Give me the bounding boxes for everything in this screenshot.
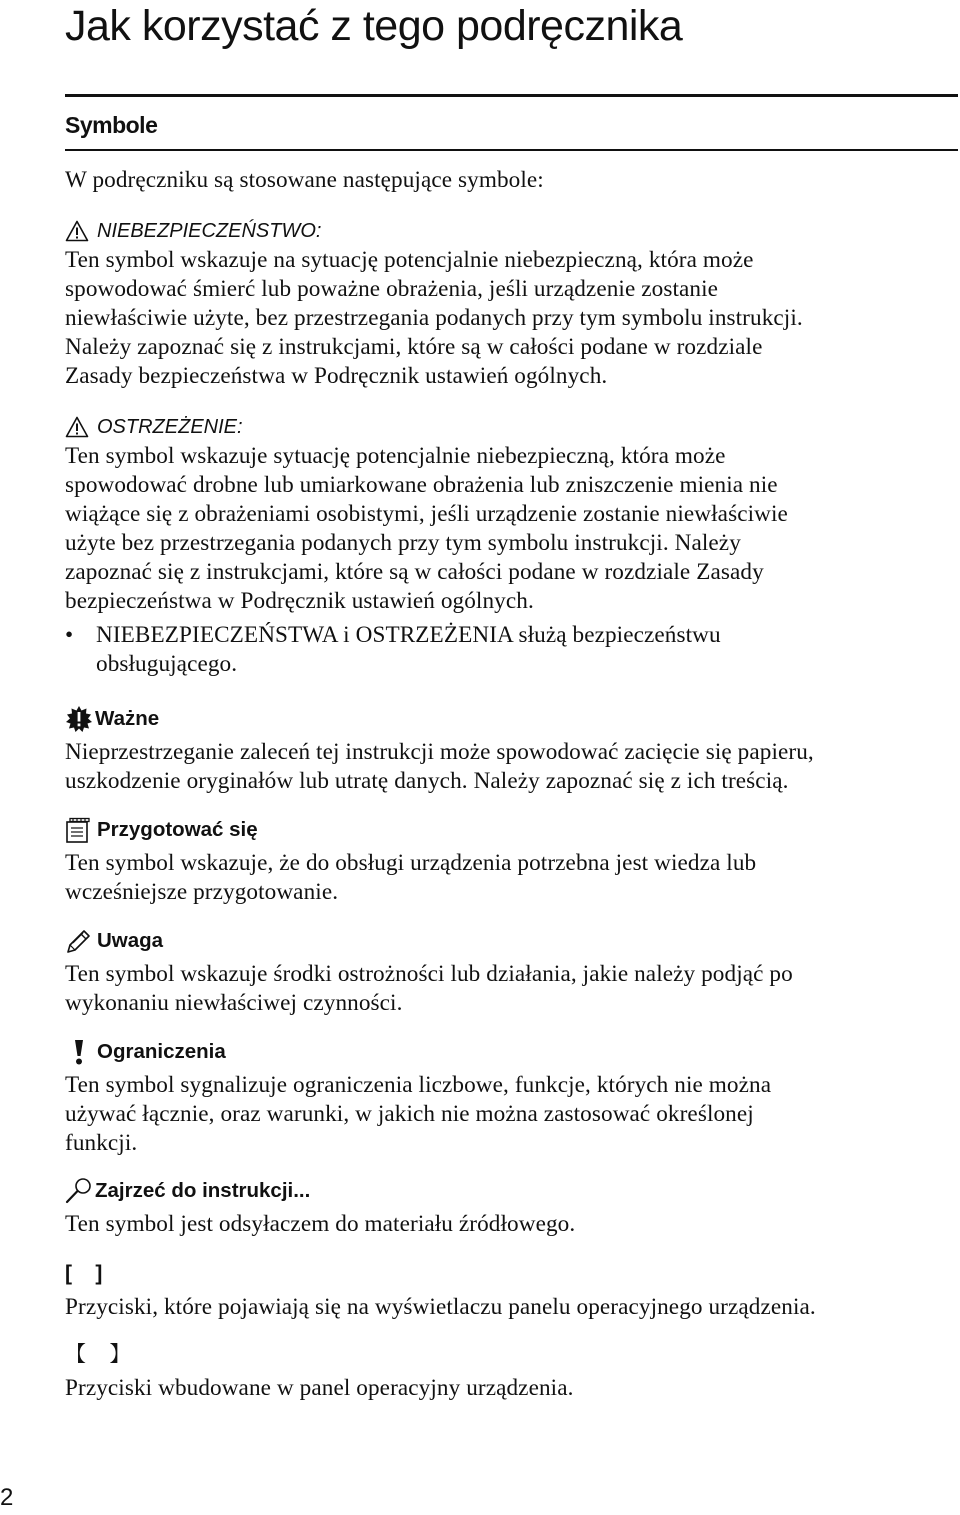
important-line: uszkodzenie oryginałów lub utratę danych. Należy zapoznać się z ich treścią. xyxy=(65,768,789,794)
danger-line: spowodować śmierć lub poważne obrażenia, jeśli urządzenie zostanie xyxy=(65,276,719,302)
note-text xyxy=(65,960,958,1018)
limitation-heading: Ograniczenia xyxy=(97,1040,226,1063)
danger-line: niewłaściwie użyte, bez przestrzegania podanych przy tym symbolu instrukcji. xyxy=(65,305,803,331)
prepare-block xyxy=(65,815,958,907)
important-heading-row xyxy=(65,704,958,734)
caution-block xyxy=(65,412,958,679)
important-line: Nieprzestrzeganie zaleceń tej instrukcji może spowodować zacięcie się papieru, xyxy=(65,739,814,765)
display-keys-block xyxy=(65,1259,958,1322)
section-title: Symbole xyxy=(65,112,158,138)
note-block xyxy=(65,926,958,1018)
reference-text xyxy=(65,1210,958,1239)
section-rule xyxy=(65,149,958,151)
caution-bullet-line: NIEBEZPIECZEŃSTWA i OSTRZEŻENIA służą bezpieczeństwu xyxy=(96,622,721,648)
panel-keys-brackets: 【 】 xyxy=(65,1343,131,1366)
prepare-text xyxy=(65,849,958,907)
caution-line: zapoznać się z instrukcjami, które są w całości podane w rozdziale Zasady xyxy=(65,559,764,585)
important-exclamation-icon xyxy=(65,705,93,733)
note-line: wykonaniu niewłaściwej czynności. xyxy=(65,990,403,1016)
magnifier-icon xyxy=(65,1177,93,1205)
intro-paragraph xyxy=(65,166,958,195)
caution-heading: OSTRZEŻENIE: xyxy=(97,416,243,438)
caution-line: bezpieczeństwa w Podręcznik ustawień ogólnych. xyxy=(65,588,534,614)
note-heading: Uwaga xyxy=(97,929,164,952)
important-block xyxy=(65,704,958,796)
display-keys-line: Przyciski, które pojawiają się na wyświetlaczu panelu operacyjnego urządzenia. xyxy=(65,1294,816,1320)
important-text xyxy=(65,738,958,796)
note-line: Ten symbol wskazuje środki ostrożności lub działania, jakie należy podjąć po xyxy=(65,961,793,987)
danger-line: Należy zapoznać się z instrukcjami, które są w całości podane w rozdziale xyxy=(65,334,763,360)
exclamation-icon xyxy=(65,1038,93,1066)
caution-line: wiążące się z obrażeniami osobistymi, jeśli urządzenie zostanie niewłaściwie xyxy=(65,501,788,527)
panel-keys-text xyxy=(65,1374,958,1403)
important-heading: Ważne xyxy=(95,707,160,730)
panel-keys-block xyxy=(65,1340,958,1403)
prepare-heading: Przygotować się xyxy=(97,818,258,841)
warning-triangle-icon xyxy=(65,416,89,438)
caution-line: spowodować drobne lub umiarkowane obrażenia lub zniszczenie mienia nie xyxy=(65,472,778,498)
limitation-line: Ten symbol sygnalizuje ograniczenia liczbowe, funkcje, których nie można xyxy=(65,1072,772,1098)
page-title: Jak korzystać z tego podręcznika xyxy=(65,2,683,50)
caution-bullet xyxy=(65,621,958,679)
danger-line: Ten symbol wskazuje na sytuację potencjalnie niebezpieczną, która może xyxy=(65,247,754,273)
reference-block xyxy=(65,1176,958,1239)
notepad-icon xyxy=(65,816,93,844)
limitation-line: używać łącznie, oraz warunki, w jakich nie można zastosować określonej xyxy=(65,1101,754,1127)
danger-line: Zasady bezpieczeństwa w Podręcznik ustawień ogólnych. xyxy=(65,363,608,389)
prepare-heading-row xyxy=(65,815,958,845)
caution-line: Ten symbol wskazuje sytuację potencjalnie niebezpieczną, która może xyxy=(65,443,726,469)
prepare-line: wcześniejsze przygotowanie. xyxy=(65,879,339,905)
intro-text: W podręczniku są stosowane następujące symbole: xyxy=(65,167,544,193)
caution-line: użyte bez przestrzegania podanych przy tym symbolu instrukcji. Należy xyxy=(65,530,741,556)
danger-heading-row xyxy=(65,216,958,246)
prepare-line: Ten symbol wskazuje, że do obsługi urządzenia potrzebna jest wiedza lub xyxy=(65,850,757,876)
limitation-block xyxy=(65,1037,958,1158)
panel-keys-heading xyxy=(65,1340,958,1370)
caution-bullet-line: obsługującego. xyxy=(96,651,238,677)
limitation-heading-row xyxy=(65,1037,958,1067)
reference-heading-row xyxy=(65,1176,958,1206)
pencil-icon xyxy=(65,927,93,955)
danger-text xyxy=(65,246,958,391)
note-heading-row xyxy=(65,926,958,956)
panel-keys-line: Przyciski wbudowane w panel operacyjny urządzenia. xyxy=(65,1375,574,1401)
limitation-line: funkcji. xyxy=(65,1130,138,1156)
caution-heading-row xyxy=(65,412,958,442)
warning-triangle-icon xyxy=(65,220,89,242)
danger-heading: NIEBEZPIECZEŃSTWO: xyxy=(97,220,322,242)
reference-heading: Zajrzeć do instrukcji... xyxy=(95,1179,311,1202)
reference-line: Ten symbol jest odsyłaczem do materiału źródłowego. xyxy=(65,1211,576,1237)
caution-text xyxy=(65,442,958,616)
title-rule xyxy=(65,94,958,97)
display-keys-brackets: [ ] xyxy=(65,1262,103,1285)
danger-block xyxy=(65,216,958,391)
display-keys-text xyxy=(65,1293,958,1322)
display-keys-heading xyxy=(65,1259,958,1289)
bullet-dot: • xyxy=(65,622,74,648)
page-number: 2 xyxy=(0,1484,14,1511)
limitation-text xyxy=(65,1071,958,1158)
